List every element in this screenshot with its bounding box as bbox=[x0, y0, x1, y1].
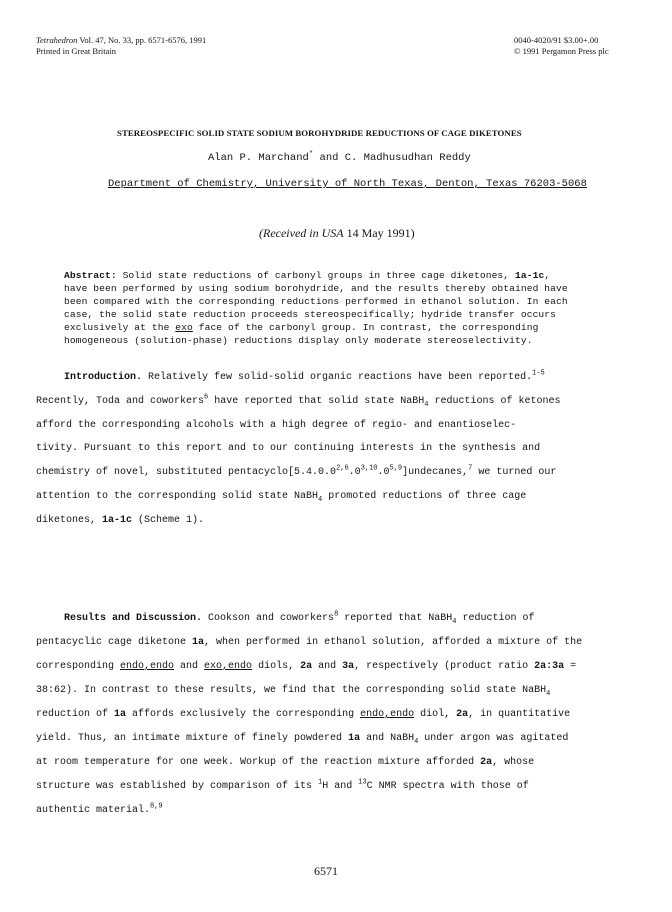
results-line: authentic material.$^{8,9}$ bbox=[36, 802, 163, 816]
results-line: structure was established by comparison of its $^1$H and $^{13}$C NMR spectra with those of bbox=[36, 778, 529, 792]
page-number: 6571 bbox=[314, 864, 338, 878]
abstract-line: been compared with the corresponding reductions performed in ethanol solution. In each bbox=[64, 296, 568, 307]
intro-line: Recently, Toda and coworkers$^6$ have reported that solid state NaBH$_4$ reductions of ketones bbox=[36, 393, 561, 409]
issn-code: 0040-4020/91 $3.00+.00 bbox=[514, 35, 599, 45]
intro-line: attention to the corresponding solid state NaBH$_4$ promoted reductions of three cage bbox=[36, 491, 527, 504]
abstract-line: homogeneous (solution-phase) reductions display only moderate stereoselectivity. bbox=[64, 335, 533, 346]
intro-line: tivity. Pursuant to this report and to our continuing interests in the synthesis and bbox=[36, 443, 541, 454]
abstract-line: case, the solid state reduction proceeds stereospecifically; hydride transfer occurs bbox=[64, 309, 557, 320]
results-line: reduction of 1a affords exclusively the corresponding endo,endo diol, 2a, in quantitative bbox=[36, 709, 571, 720]
copyright: © 1991 Pergamon Press plc bbox=[514, 46, 609, 56]
intro-line: chemistry of novel, substituted pentacyclo[5.4.0.0$^{2,6}$.0$^{3,10}$.0$^{5,9}$]undecanes,$^7$ we turned our bbox=[36, 464, 557, 478]
results-line: Results and Discussion. Cookson and coworkers$^8$ reported that NaBH$_4$ reduction of bbox=[64, 610, 535, 626]
journal-citation: Tetrahedron Vol. 47, No. 33, pp. 6571-6576, 1991 bbox=[36, 35, 207, 45]
results-line: corresponding endo,endo and exo,endo diols, 2a and 3a, respectively (product ratio 2a:3a = bbox=[36, 661, 577, 672]
results-line: at room temperature for one week. Workup of the reaction mixture afforded 2a, whose bbox=[36, 757, 535, 768]
results-line: 38:62). In contrast to these results, we find that the corresponding solid state NaBH$_4$ bbox=[36, 685, 551, 698]
printed-in: Printed in Great Britain bbox=[36, 46, 117, 56]
paper-title: STEREOSPECIFIC SOLID STATE SODIUM BOROHYDRIDE REDUCTIONS OF CAGE DIKETONES bbox=[117, 128, 522, 138]
abstract-line: have been performed by using sodium borohydride, and the results thereby obtained have bbox=[64, 283, 568, 294]
authors: Alan P. Marchand* and C. Madhusudhan Reddy bbox=[208, 150, 471, 164]
abstract-line: Abstract: Solid state reductions of carbonyl groups in three cage diketones, 1a-1c, bbox=[64, 270, 551, 281]
intro-line: diketones, 1a-1c (Scheme 1). bbox=[36, 515, 205, 526]
results-line: yield. Thus, an intimate mixture of finely powdered 1a and NaBH$_4$ under argon was agitated bbox=[36, 733, 569, 746]
intro-line: afford the corresponding alcohols with a high degree of regio- and enantioselec- bbox=[36, 420, 517, 431]
received-date: (Received in USA 14 May 1991) bbox=[259, 226, 415, 240]
intro-line: Introduction. Relatively few solid-solid organic reactions have been reported.$^{1-5}$ bbox=[64, 369, 545, 383]
abstract-line: exclusively at the exo face of the carbonyl group. In contrast, the corresponding bbox=[64, 322, 539, 333]
results-line: pentacyclic cage diketone 1a, when performed in ethanol solution, afforded a mixture of the bbox=[36, 637, 583, 648]
affiliation: Department of Chemistry, University of North Texas, Denton, Texas 76203-5068 bbox=[108, 178, 587, 190]
